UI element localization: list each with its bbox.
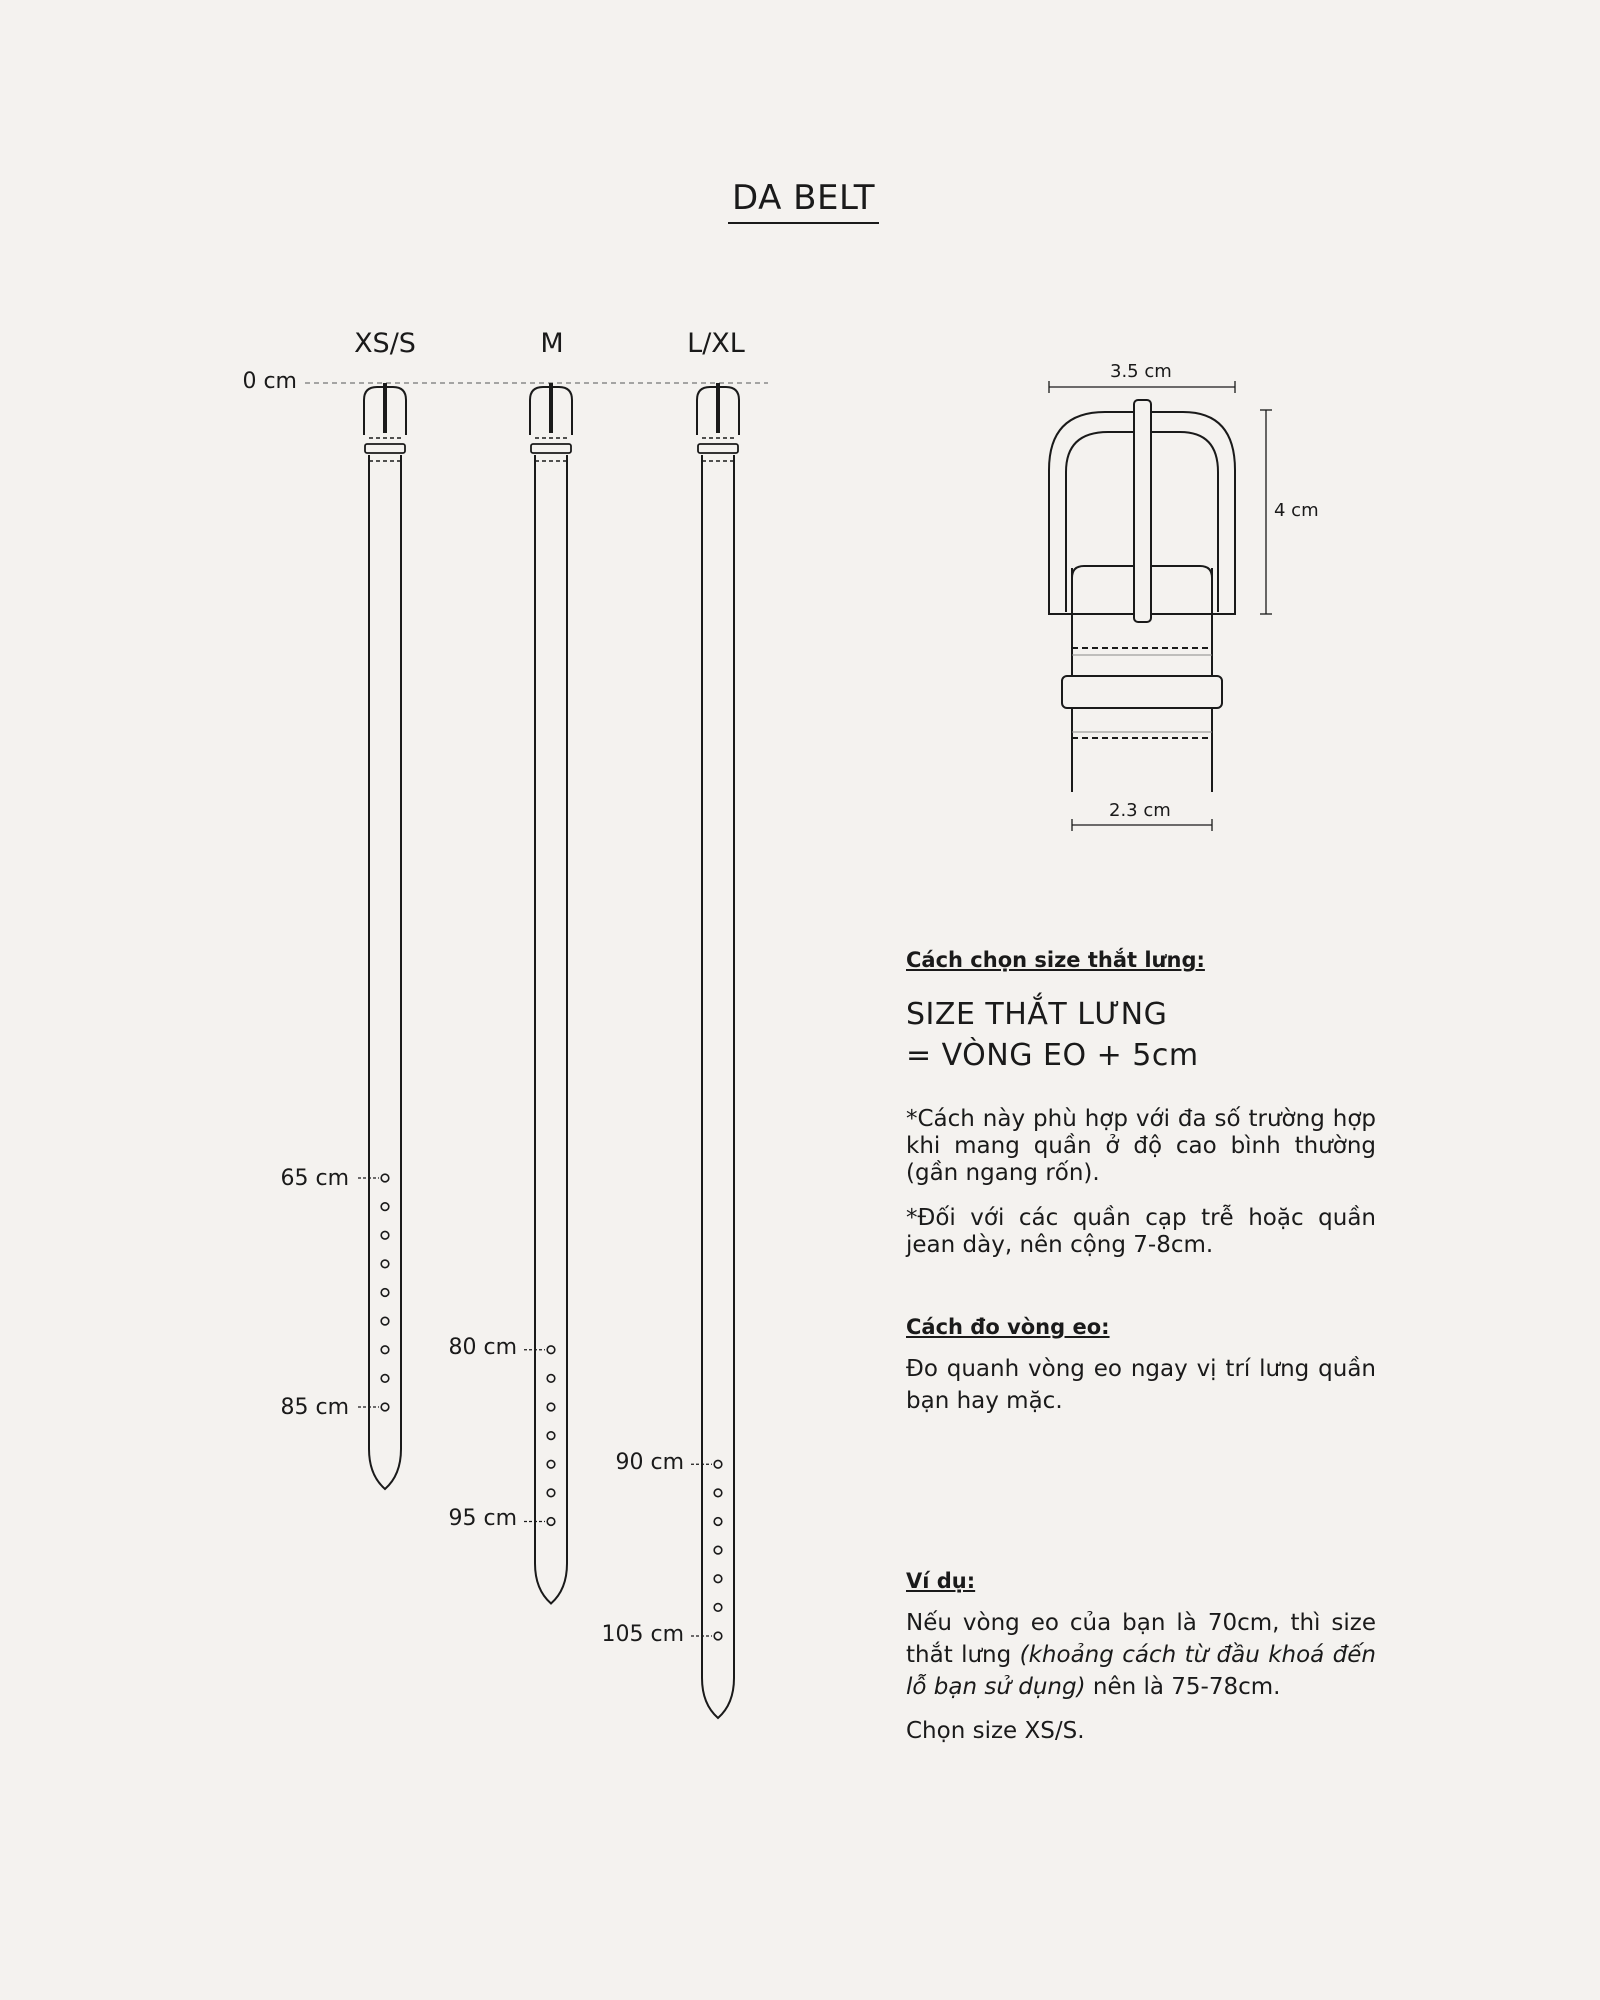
belt-strap-l-xl [702, 455, 734, 1718]
belt-keeper-m [531, 444, 571, 453]
measure-section [906, 1315, 1376, 1417]
belt-hole-xs-s [381, 1289, 389, 1297]
buckle-width-label: 3.5 cm [1110, 361, 1172, 382]
belt-hole-m [547, 1403, 555, 1411]
belt-hole-l-xl [714, 1460, 722, 1468]
example-conclusion: Chọn size XS/S. [906, 1718, 1085, 1744]
belt-hole-xs-s [381, 1231, 389, 1239]
note-normal-rise: *Cách này phù hợp với đa số trường hợp khi mang quần ở độ cao bình thường (gần ngang rốn). [906, 1106, 1376, 1186]
belt-prong-m [549, 383, 553, 433]
measure-text: Đo quanh vòng eo ngay vị trí lưng quần bạn hay mặc. [906, 1356, 1376, 1414]
example-text: Nếu vòng eo của bạn là 70cm, thì size thắt lưng (khoảng cách từ đầu khoá đến lỗ bạn sử dụng) nên là 75-78cm. [906, 1610, 1376, 1700]
belt-hole-m [547, 1518, 555, 1526]
m-last-hole-label: 95 cm [448, 1506, 517, 1531]
example-italic-note: (khoảng cách từ đầu khoá đến lỗ bạn sử dụng) [906, 1642, 1376, 1700]
belt-hole-m [547, 1489, 555, 1497]
measure-heading: Cách đo vòng eo: [906, 1315, 1110, 1339]
belt-hole-l-xl [714, 1546, 722, 1554]
belt-hole-xs-s [381, 1375, 389, 1383]
size-label-m: M [540, 328, 564, 359]
belt-hole-l-xl [714, 1489, 722, 1497]
note-low-rise: *Đối với các quần cạp trễ hoặc quần jean dày, nên cộng 7-8cm. [906, 1205, 1376, 1258]
belt-hole-m [547, 1460, 555, 1468]
buckle-height-label: 4 cm [1274, 500, 1319, 521]
belt-prong-xs-s [383, 383, 387, 433]
size-guide-section [906, 948, 1376, 1259]
buckle-keeper-loop [1062, 676, 1222, 708]
belt-hole-m [547, 1432, 555, 1440]
formula-line-2: = VÒNG EO + 5cm [906, 1038, 1199, 1073]
belt-hole-m [547, 1375, 555, 1383]
page-title: DA BELT [728, 178, 879, 224]
size-label-l-xl: L/XL [687, 328, 745, 359]
zero-cm-label: 0 cm [242, 369, 297, 394]
l-xl-last-hole-label: 105 cm [601, 1622, 684, 1647]
xs-s-first-hole-label: 65 cm [280, 1166, 349, 1191]
strap-width-label: 2.3 cm [1109, 800, 1171, 821]
xs-s-last-hole-label: 85 cm [280, 1395, 349, 1420]
belt-prong-l-xl [716, 383, 720, 433]
belt-hole-l-xl [714, 1632, 722, 1640]
size-label-xs-s: XS/S [354, 328, 416, 359]
size-guide-heading: Cách chọn size thắt lưng: [906, 948, 1205, 972]
belt-hole-l-xl [714, 1575, 722, 1583]
formula-line-1: SIZE THẮT LƯNG [906, 997, 1168, 1032]
example-heading: Ví dụ: [906, 1569, 976, 1593]
buckle-detail [1049, 381, 1272, 831]
belt-hole-xs-s [381, 1403, 389, 1411]
m-first-hole-label: 80 cm [448, 1335, 517, 1360]
buckle-prong [1134, 400, 1151, 622]
belt-hole-m [547, 1346, 555, 1354]
belt-hole-xs-s [381, 1203, 389, 1211]
example-section [906, 1569, 1376, 1747]
belt-strap-xs-s [369, 455, 401, 1489]
belt-hole-xs-s [381, 1260, 389, 1268]
belt-hole-xs-s [381, 1317, 389, 1325]
l-xl-first-hole-label: 90 cm [615, 1450, 684, 1475]
belt-hole-xs-s [381, 1174, 389, 1182]
belt-hole-l-xl [714, 1518, 722, 1526]
belt-hole-xs-s [381, 1346, 389, 1354]
belt-keeper-xs-s [365, 444, 405, 453]
belt-keeper-l-xl [698, 444, 738, 453]
belt-hole-l-xl [714, 1604, 722, 1612]
